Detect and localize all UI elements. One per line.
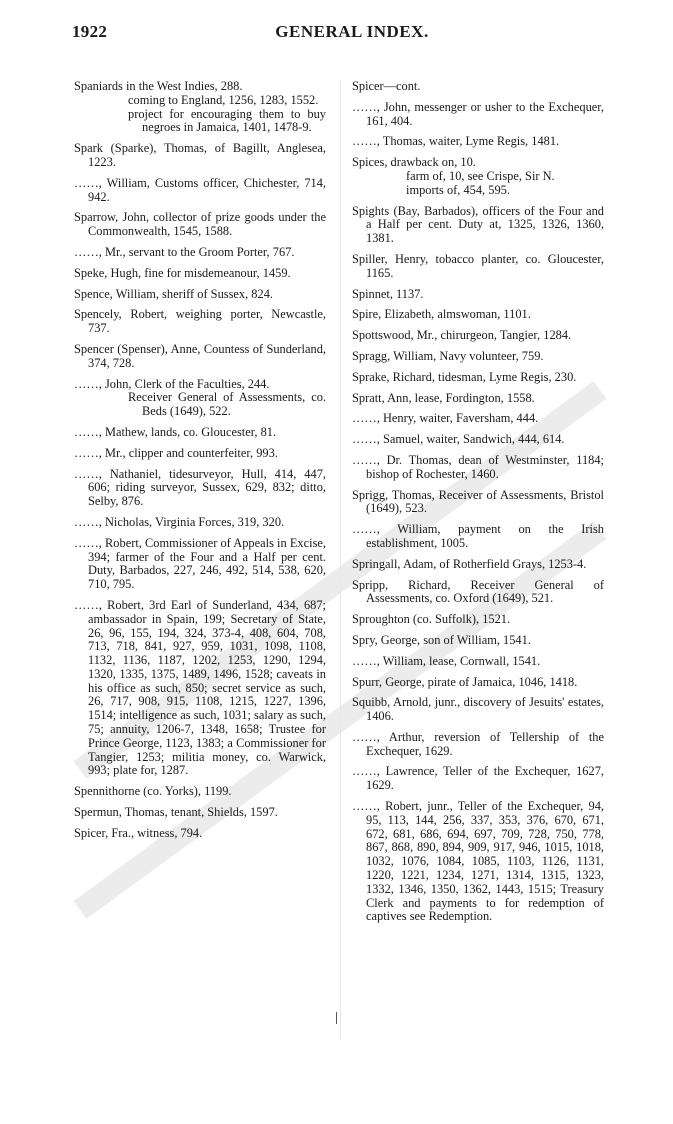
- index-entry-heading: ……, Nicholas, Virginia Forces, 319, 320.: [74, 514, 285, 529]
- index-entry: [352, 371, 604, 385]
- index-entry: [352, 329, 604, 343]
- index-entry-heading: ……, Lawrence, Teller of the Exchequer, 1627, 1629.: [352, 764, 604, 793]
- index-entry-heading: ……, Dr. Thomas, dean of Westminster, 1184; bishop of Rochester, 1460.: [352, 452, 604, 481]
- index-entry-heading: ……, Robert, junr., Teller of the Exchequer, 94, 95, 113, 144, 256, 337, 353, 376, 670, 671, 672, 681, 686, 694, 697, 709, 728, 750, 778, 867, 868, 890, 894, 909, 917, 946, 1015, 1018, 1032, 1076, 1084, 1085, 1103, 1126, 1131, 1220, 1221, 1234, 1271, 1314, 1315, 1323, 1332, 1346, 1350, 1362, 1443, 1515; Treasury Clerk and payments to for redemption of captives see Redemption.: [352, 799, 604, 924]
- index-subentry: project for encouraging them to buy negroes in Jamaica, 1401, 1478-9.: [128, 106, 326, 135]
- index-entry: [352, 765, 604, 793]
- index-entry-heading: ……, Mr., servant to the Groom Porter, 767.: [74, 244, 295, 259]
- index-entry-heading: ……, Mathew, lands, co. Gloucester, 81.: [74, 424, 277, 439]
- index-entry: [74, 426, 326, 440]
- index-entry: [352, 613, 604, 627]
- index-entry: [74, 516, 326, 530]
- index-entry: [352, 558, 604, 572]
- index-entry-heading: Sprake, Richard, tidesman, Lyme Regis, 230.: [352, 369, 577, 384]
- index-entry: [352, 412, 604, 426]
- index-entry-heading: ……, Mr., clipper and counterfeiter, 993.: [74, 445, 278, 460]
- index-entry: [352, 489, 604, 517]
- index-entry: [352, 205, 604, 246]
- index-entry: [74, 806, 326, 820]
- index-entry: [352, 523, 604, 551]
- index-entry: [352, 731, 604, 759]
- index-entry-heading: Spennithorne (co. Yorks), 1199.: [74, 784, 232, 799]
- index-entry-heading: ……, William, lease, Cornwall, 1541.: [352, 653, 541, 668]
- index-entry-heading: Spurr, George, pirate of Jamaica, 1046, 1418.: [352, 674, 578, 689]
- index-entry-heading: ……, Samuel, waiter, Sandwich, 444, 614.: [352, 432, 565, 447]
- page-header: [72, 14, 632, 46]
- index-entry-heading: ……, Henry, waiter, Faversham, 444.: [352, 411, 539, 426]
- index-entry-heading: ……, William, payment on the Irish establishment, 1005.: [352, 522, 604, 550]
- index-subentry: Receiver General of Assessments, co. Beds (1649), 522.: [128, 390, 326, 419]
- index-entry: [74, 343, 326, 371]
- index-entry-heading: Spencely, Robert, weighing porter, Newcastle, 737.: [74, 307, 326, 336]
- index-entry-heading: Spicer—cont.: [352, 79, 421, 93]
- index-entry: [352, 634, 604, 648]
- index-entry-heading: Spermun, Thomas, tenant, Shields, 1597.: [74, 805, 278, 820]
- index-entry-heading: Spratt, Ann, lease, Fordington, 1558.: [352, 390, 535, 405]
- binding-mark: [336, 1012, 337, 1024]
- index-entry-heading: ……, Robert, 3rd Earl of Sunderland, 434, 687; ambassador in Spain, 199; Secretary of State, 26, 96, 155, 194, 324, 373-4, 408, 604, 708, 713, 718, 841, 927, 959, 1031, 1098, 1108, 1132, 1136, 1187, 1202, 1253, 1290, 1294, 1320, 1335, 1375, 1489, 1496, 1528; caveats in his office as such, 850; secret service as such, 26, 717, 908, 915, 1108, 1215, 1227, 1396, 1514; intelligence as such, 1031; salary as such, 75; annuity, 1206-7, 1348, 1658; Trustee for Prince George, 1123, 1383; a Commissioner for Tangier, 1253; militia money, co. Warwick, 993; plate for, 1287.: [74, 597, 326, 778]
- index-entry: [74, 468, 326, 509]
- index-entry: [74, 785, 326, 799]
- index-entry: [74, 142, 326, 170]
- index-entry: [74, 177, 326, 205]
- index-entry: [74, 80, 326, 135]
- index-entry: [352, 253, 604, 281]
- index-entry: [74, 537, 326, 592]
- index-entry-heading: Spripp, Richard, Receiver General of Assessments, co. Oxford (1649), 521.: [352, 577, 604, 606]
- index-entry: [74, 211, 326, 239]
- index-entry-heading: ……, John, messenger or usher to the Exchequer, 161, 404.: [352, 99, 604, 128]
- index-entry-heading: Sproughton (co. Suffolk), 1521.: [352, 612, 511, 627]
- index-entry-heading: Spices, drawback on, 10.: [352, 155, 476, 170]
- index-entry-heading: Spiller, Henry, tobacco planter, co. Gloucester, 1165.: [352, 251, 604, 280]
- index-entry-heading: Spence, William, sheriff of Sussex, 824.: [74, 286, 273, 301]
- index-entry-heading: Spragg, William, Navy volunteer, 759.: [352, 348, 544, 363]
- index-entry: [74, 827, 326, 841]
- index-entry-heading: Spark (Sparke), Thomas, of Bagillt, Anglesea, 1223.: [74, 141, 326, 169]
- index-entry-heading: ……, Thomas, waiter, Lyme Regis, 1481.: [352, 134, 560, 149]
- index-entry-heading: ……, William, Customs officer, Chichester, 714, 942.: [74, 175, 326, 204]
- index-entry: [352, 350, 604, 364]
- index-entry: [352, 135, 604, 149]
- index-entry: [74, 447, 326, 461]
- index-entry-heading: ……, Arthur, reversion of Tellership of the Exchequer, 1629.: [352, 729, 604, 758]
- index-column-right: [352, 80, 604, 931]
- index-entry-heading: Spire, Elizabeth, almswoman, 1101.: [352, 307, 531, 322]
- index-entry-heading: Sprigg, Thomas, Receiver of Assessments, Bristol (1649), 523.: [352, 487, 604, 516]
- index-entry: [352, 156, 604, 197]
- index-entry-heading: Spights (Bay, Barbados), officers of the Four and a Half per cent. Duty at, 1325, 1326, 1360, 1381.: [352, 203, 604, 246]
- index-entry: [352, 454, 604, 482]
- index-entry-heading: Speke, Hugh, fine for misdemeanour, 1459.: [74, 265, 291, 280]
- index-entry: [352, 80, 604, 94]
- index-entry-heading: Spaniards in the West Indies, 288.: [74, 79, 243, 93]
- index-entry-heading: Spry, George, son of William, 1541.: [352, 632, 531, 647]
- index-entry: [352, 696, 604, 724]
- index-entry: [74, 246, 326, 260]
- page-number: 1922: [72, 22, 108, 41]
- index-subentry: imports of, 454, 595.: [406, 182, 510, 197]
- index-entry-heading: ……, Nathaniel, tidesurveyor, Hull, 414, 447, 606; riding surveyor, Sussex, 629, 832; ditto, Selby, 876.: [74, 466, 326, 509]
- index-entry-heading: ……, John, Clerk of the Faculties, 244.: [74, 376, 270, 391]
- index-entry: [352, 800, 604, 924]
- index-entry: [352, 579, 604, 607]
- index-subentry: coming to England, 1256, 1283, 1552.: [128, 92, 319, 107]
- index-entry-heading: Spottswood, Mr., chirurgeon, Tangier, 1284.: [352, 328, 572, 343]
- index-entry: [74, 378, 326, 419]
- index-entry-heading: Sparrow, John, collector of prize goods under the Commonwealth, 1545, 1588.: [74, 210, 326, 239]
- index-column-left: [74, 80, 326, 848]
- index-entry: [74, 288, 326, 302]
- index-subentry: farm of, 10, see Crispe, Sir N.: [406, 168, 555, 183]
- index-entry: [352, 676, 604, 690]
- index-entry: [74, 267, 326, 281]
- index-entry: [352, 101, 604, 129]
- index-entry-heading: Springall, Adam, of Rotherfield Grays, 1253-4.: [352, 556, 587, 571]
- index-entry: [352, 433, 604, 447]
- index-entry-heading: Spinnet, 1137.: [352, 286, 424, 301]
- index-entry-heading: Spicer, Fra., witness, 794.: [74, 825, 203, 840]
- column-divider: [340, 80, 341, 1040]
- index-entry-heading: ……, Robert, Commissioner of Appeals in Excise, 394; farmer of the Four and a Half per cent. Duty, Barbados, 227, 246, 492, 514, 538, 620, 710, 795.: [74, 535, 326, 592]
- index-entry: [74, 308, 326, 336]
- index-entry: [352, 308, 604, 322]
- index-entry: [74, 599, 326, 778]
- index-entry: [352, 655, 604, 669]
- index-entry-heading: Spencer (Spenser), Anne, Countess of Sunderland, 374, 728.: [74, 341, 326, 370]
- page-title: GENERAL INDEX.: [275, 22, 429, 41]
- index-entry-heading: Squibb, Arnold, junr., discovery of Jesuits' estates, 1406.: [352, 695, 604, 724]
- index-entry: [352, 288, 604, 302]
- index-entry: [352, 392, 604, 406]
